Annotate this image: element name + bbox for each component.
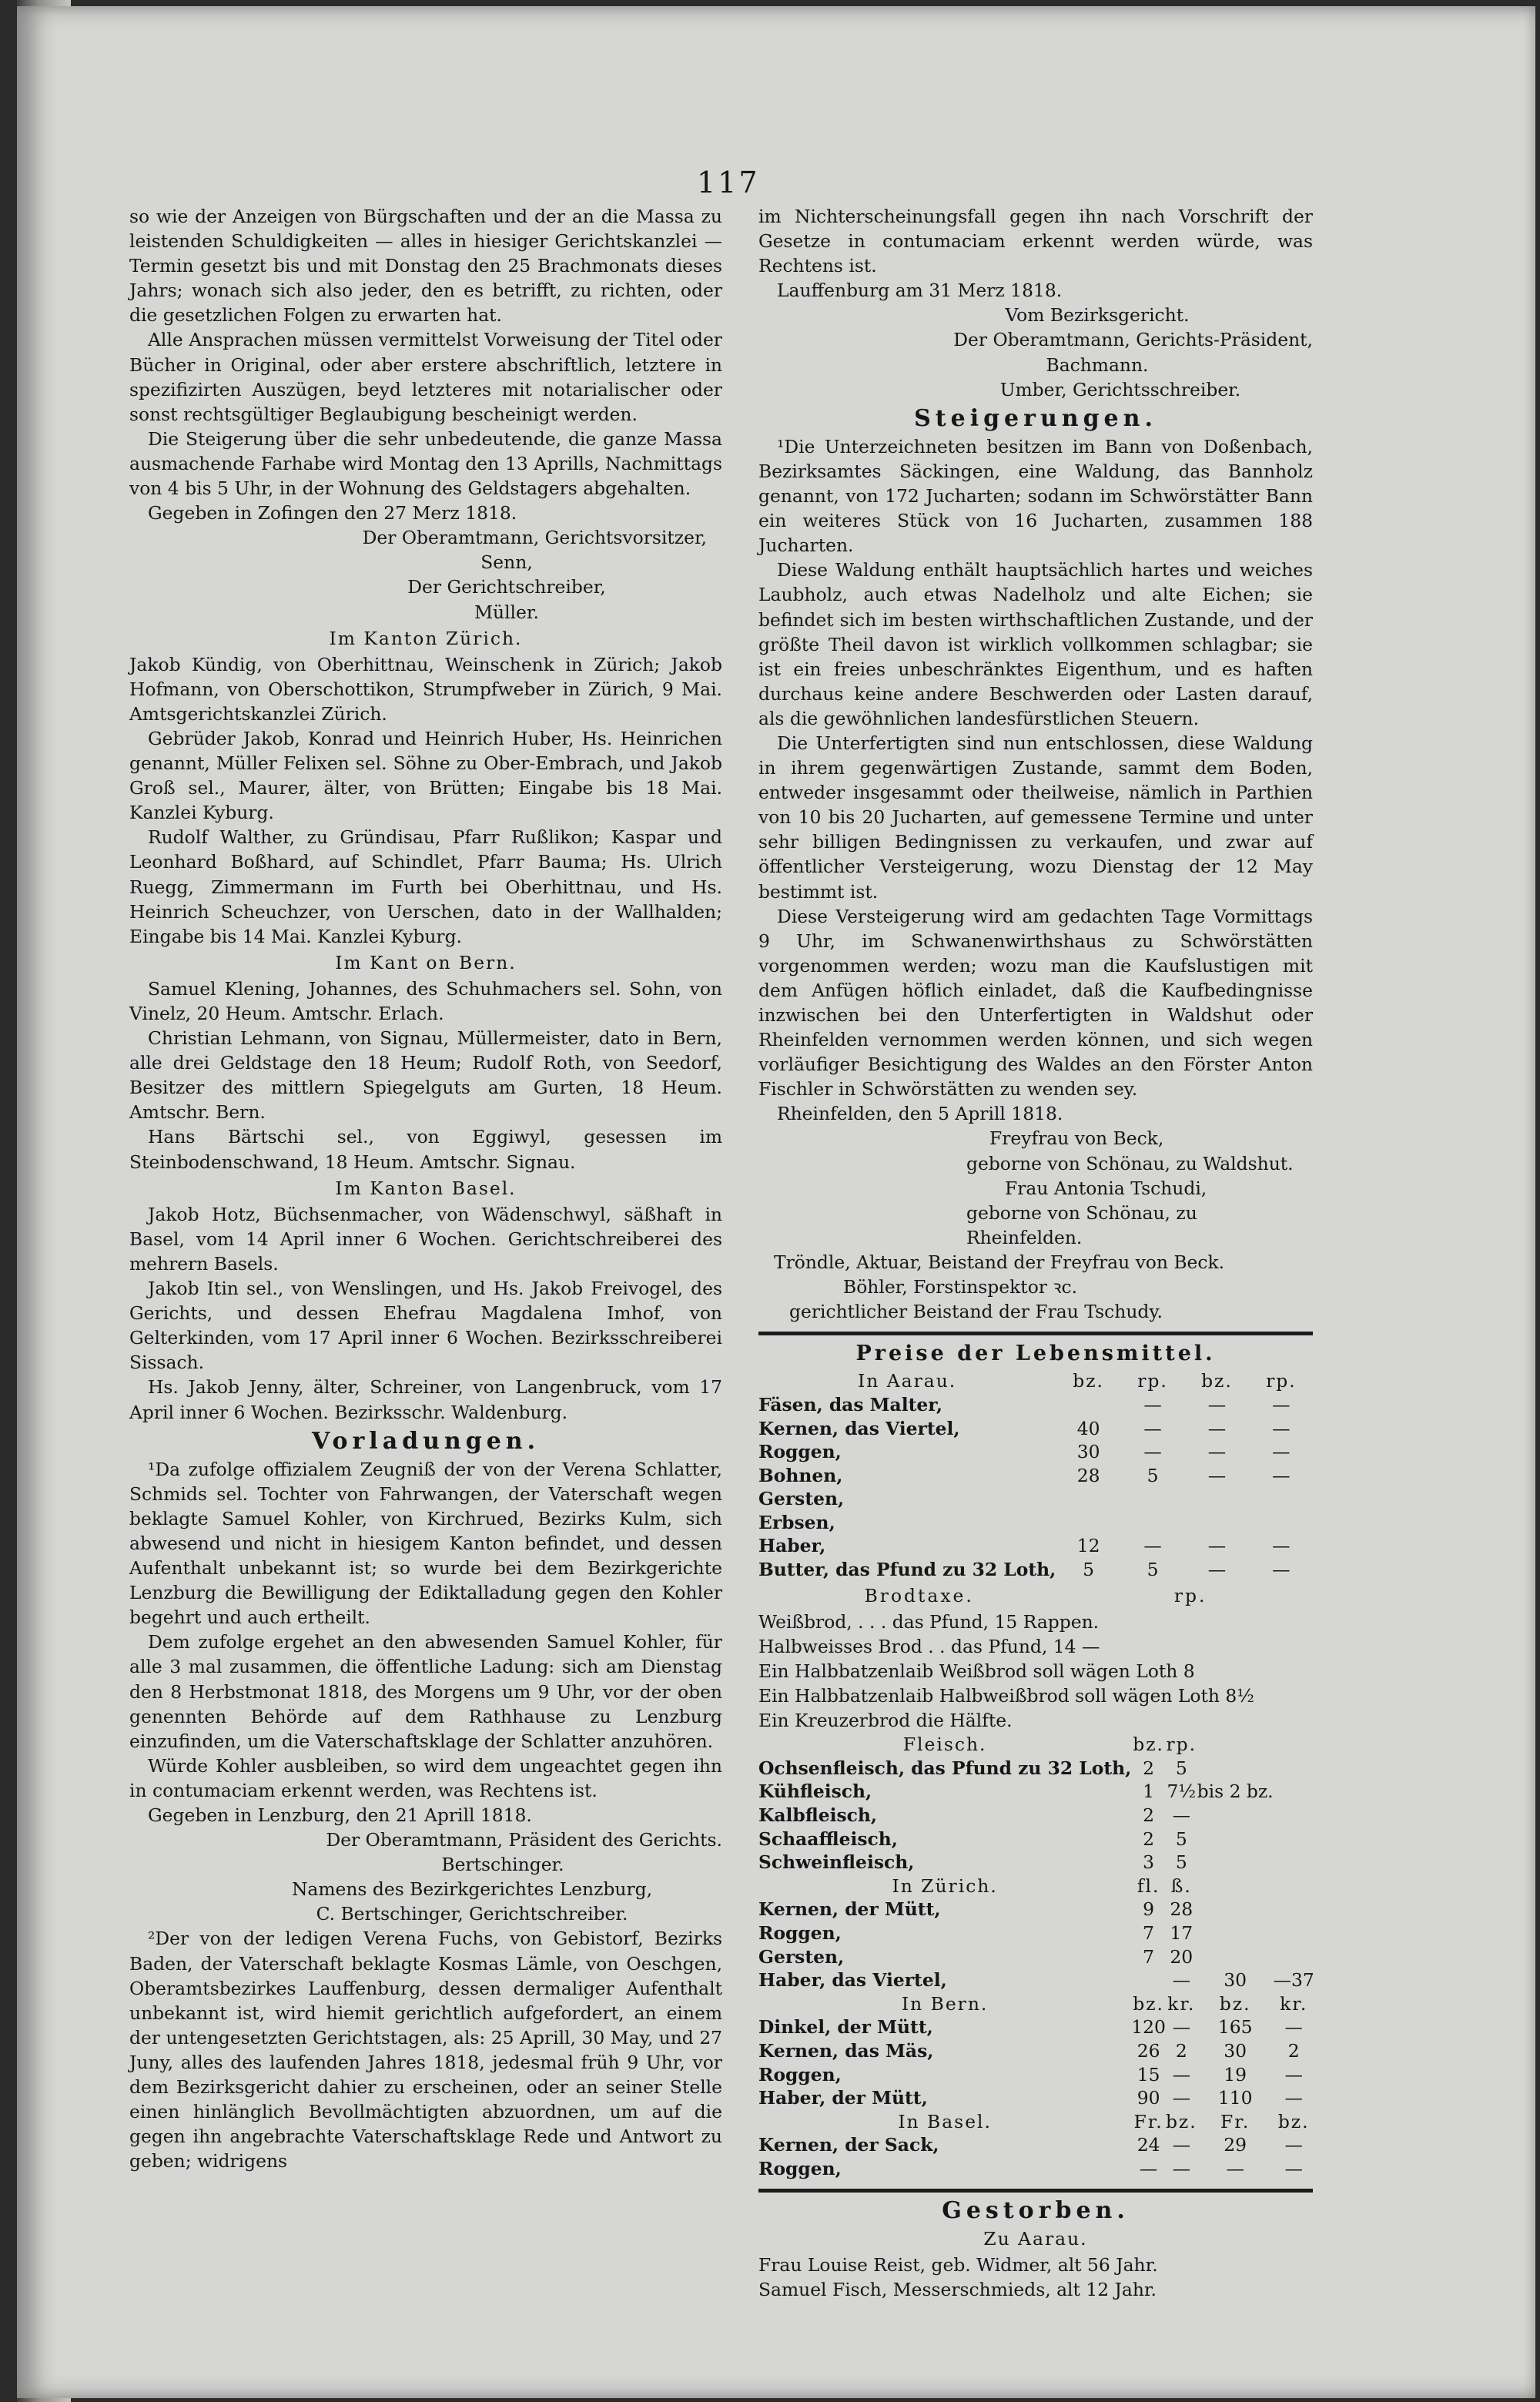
basel-prices (758, 2110, 1314, 2181)
price-value: — (1226, 2157, 1244, 2179)
price-value: 3 (1143, 1851, 1155, 1874)
preise-heading: Preise der Lebensmittel. (855, 1342, 1216, 1366)
signature-line: Umber, Gerichtsschreiber. (999, 378, 1241, 400)
price-value: bz. (1219, 1992, 1251, 2015)
price-value: bis 2 bz. (1197, 1781, 1274, 1803)
paragraph: Die Unterfertigten sind nun entschlossen, diese Waldung in ihrem gegenwärtigen Zustande, sammt dem Boden, entweder insgesammt oder theilweise, nämlich in Parthien von 10 bis 20 Jucharten, auf gemessene Termine und unter sehr billigen Bedingnissen zu verkaufen, und zwar auf öffentlicher Versteigerung, wozu Dienstag der 12 May bestimmt ist. (758, 732, 1313, 903)
price-value (1274, 1945, 1314, 1969)
notice-entry: Jakob Kündig, von Oberhittnau, Weinschenk in Zürich; Jakob Hofmann, von Oberschottikon, Strumpfweber in Zürich, 9 Mai. Amtsgerichtskanzlei Zürich. (129, 653, 722, 725)
price-value: 90 (1137, 2087, 1160, 2109)
section-heading: Im Kanton Basel. (335, 1177, 517, 1199)
signature-line: Böhler, Forstinspektor ꝛc. (843, 1276, 1078, 1298)
price-row (758, 2086, 1314, 2110)
price-value: rp. (1266, 1370, 1297, 1392)
price-label: Gersten, (758, 1488, 845, 1510)
price-value (1056, 1393, 1121, 1417)
paragraph: Diese Versteigerung wird am gedachten Tage Vormittags 9 Uhr, im Schwanenwirthshaus zu Schwörstätten vorgenommen werden; wozu man die Kaufslustigen mit dem Anfügen höflich einladet, daß die Kaufbedingnisse inzwischen bei den Unterfertigten in Waldshut oder Rheinfelden vernommen werden können, und sich wegen vorläufiger Besichtigung des Waldes an den Förster Anton Fischler in Schwörstätten zu wenden sey. (758, 905, 1313, 1100)
price-value: bz. (1201, 1370, 1233, 1392)
page-number: 117 (697, 166, 760, 199)
divider-rule (758, 1332, 1313, 1335)
price-label: Dinkel, der Mütt, (758, 2016, 933, 2039)
signature-line: Müller. (474, 601, 539, 623)
paragraph: so wie der Anzeigen von Bürgschaften und der an die Massa zu leistenden Schuldigkeiten — alles in hiesiger Gerichtskanzlei — Termin gesetzt bis und mit Donstag den 25 Brachmonats dieses Jahrs; wonach sich also jeder, den es betrifft, zu richten, oder die gesetzlichen Folgen zu erwarten hat. (129, 206, 722, 327)
aarau-prices (758, 1369, 1313, 1581)
paragraph: Die Steigerung über die sehr unbedeutende, die ganze Massa ausmachende Farhabe wird Montag den 13 Aprills, Nachmittags von 4 bis 5 Uhr, in der Wohnung des Geldstagers abgehalten. (129, 427, 722, 500)
price-value: bz. (1133, 1992, 1164, 2015)
price-row (758, 1487, 1313, 1511)
price-value: 1 (1143, 1781, 1155, 1803)
price-value: 2 (1175, 2039, 1187, 2062)
price-label: In Bern. (901, 1992, 989, 2015)
obituary-entry: Frau Louise Reist, geb. Widmer, alt 56 Jahr. (758, 2253, 1158, 2276)
price-value: — (1284, 2063, 1303, 2085)
price-row (758, 1464, 1313, 1488)
right-column (758, 204, 1313, 2302)
price-value (1197, 1945, 1274, 1969)
signature-line: Bertschinger. (441, 1854, 564, 1876)
price-value: 15 (1137, 2063, 1160, 2085)
notice-entry: Rudolf Walther, zu Gründisau, Pfarr Rußlikon; Kaspar und Leonhard Boßhard, auf Schindlet, Pfarr Bauma; Hs. Ulrich Ruegg, Zimmermann im Furth bei Oberhittnau, und Hs. Heinrich Scheuchzer, von Uerschen, dato in der Wallhalden; Eingabe bis 14 Mai. Kanzlei Kyburg. (129, 826, 722, 947)
price-value (1197, 1733, 1274, 1757)
brodtaxe-list (758, 1610, 1313, 1733)
price-value: 29 (1224, 2134, 1247, 2156)
price-row (758, 2015, 1314, 2039)
price-value: 5 (1147, 1559, 1159, 1581)
price-value: 9 (1143, 1898, 1155, 1921)
signature-line: gerichtlicher Beistand der Frau Tschudy. (789, 1301, 1163, 1323)
price-value: 2 (1143, 1757, 1155, 1779)
price-value: — (1207, 1535, 1227, 1557)
price-value: — (1172, 2087, 1190, 2109)
price-row (758, 1440, 1313, 1464)
price-value: — (1143, 1441, 1162, 1463)
price-value: ß. (1170, 1874, 1192, 1897)
price-value: 26 (1137, 2039, 1160, 2062)
price-row (758, 1827, 1314, 1851)
price-value: Fr. (1133, 2110, 1163, 2132)
price-row (758, 1945, 1314, 1969)
price-value (1121, 1511, 1184, 1535)
price-group-header (758, 1369, 1313, 1393)
price-value (1197, 1851, 1274, 1874)
price-row (758, 1534, 1313, 1558)
price-label: In Basel. (898, 2110, 992, 2132)
price-value: —37 (1273, 1969, 1314, 1992)
price-value: 5 (1083, 1559, 1095, 1581)
dateline: Lauffenburg am 31 Merz 1818. (777, 280, 1063, 302)
notice-entry: Gebrüder Jakob, Konrad und Heinrich Huber, Hs. Heinrichen genannt, Müller Felixen sel. Söhne zu Ober-Embrach, und Jakob Groß sel., Maurer, älter, von Brütten; Eingabe bis 18 Mai. Kanzlei Kyburg. (129, 727, 722, 824)
price-value (1056, 1511, 1121, 1535)
signature-line: C. Bertschinger, Gerichtschreiber. (316, 1903, 628, 1925)
price-value: 5 (1175, 1827, 1187, 1850)
price-value: 2 (1143, 1804, 1155, 1826)
signature-line: Namens des Bezirkgerichtes Lenzburg, (291, 1878, 653, 1901)
gestorben-heading: Gestorben. (942, 2196, 1130, 2224)
price-value: — (1172, 1804, 1190, 1826)
price-row (758, 1558, 1313, 1582)
price-value (1250, 1487, 1313, 1511)
price-value (1184, 1487, 1250, 1511)
brodtaxe-line: Weißbrod, . . . das Pfund, 15 Rappen. (758, 1610, 1100, 1633)
price-value: 40 (1076, 1417, 1100, 1439)
left-column (129, 204, 722, 2173)
notice-entry: Hans Bärtschi sel., von Eggiwyl, gesessen im Steinbodenschwand, 18 Heum. Amtschr. Signau. (129, 1126, 722, 1173)
price-value: — (1272, 1441, 1291, 1463)
price-row (758, 2133, 1314, 2157)
price-value: 110 (1217, 2087, 1253, 2109)
price-label: Kernen, das Viertel, (758, 1417, 960, 1439)
paragraph: ¹Da zufolge offizialem Zeugniß der von der Verena Schlatter, Schmids sel. Tochter von Fahrwangen, der Vaterschaft wegen beklagte Samuel Kohler, von Kirchrued, Bezirks Kulm, sich abwesend und nicht in hiesigem Kanton befindet, und dessen Aufenthalt unbekannt ist; so wurde bei dem Bezirkgerichte Lenzburg die Bewilligung der Ediktalladung gegen den Kohler begehrt und auch ertheilt. (129, 1458, 722, 1629)
price-row (758, 1757, 1314, 1781)
price-row (758, 1921, 1314, 1945)
price-value: 2 (1287, 2039, 1300, 2062)
price-value: rp. (1166, 1734, 1197, 1756)
dateline: Gegeben in Lenzburg, den 21 Aprill 1818. (148, 1804, 532, 1826)
price-value: — (1284, 2157, 1303, 2179)
fleisch-prices (758, 1733, 1314, 1874)
paragraph: im Nichterscheinungsfall gegen ihn nach Vorschrift der Gesetze in contumaciam erkennt werden würde, was Rechtens ist. (758, 206, 1313, 277)
steigerungen-heading: Steigerungen. (914, 404, 1157, 432)
brodtaxe-line: Ein Halbbatzenlaib Weißbrod soll wägen Loth 8 (758, 1660, 1195, 1682)
price-value: 12 (1076, 1535, 1100, 1557)
notice-entry: Samuel Klening, Johannes, des Schuhmachers sel. Sohn, von Vinelz, 20 Heum. Amtschr. Erlach. (129, 977, 722, 1024)
price-value: kr. (1280, 1992, 1308, 2015)
price-value: — (1172, 1969, 1190, 1992)
price-row (758, 2039, 1314, 2063)
price-value: 5 (1175, 1757, 1187, 1779)
brodtaxe-heading: Brodtaxe. rp. (864, 1584, 1207, 1606)
price-value: 5 (1175, 1851, 1187, 1874)
price-value: kr. (1167, 1992, 1196, 2015)
price-value: — (1172, 2134, 1190, 2156)
price-label: Kalbfleisch, (758, 1804, 878, 1826)
price-value: — (1143, 1393, 1162, 1415)
price-value: 24 (1137, 2134, 1160, 2156)
price-row (758, 1851, 1314, 1874)
price-value: 19 (1224, 2063, 1247, 2085)
price-value: — (1139, 2157, 1158, 2179)
price-value (1197, 1757, 1274, 1781)
price-label: In Aarau. (858, 1370, 957, 1392)
signature-line: Frau Antonia Tschudi, (1005, 1177, 1207, 1199)
signature-line: Freyfrau von Beck, (989, 1127, 1164, 1150)
price-value: 7½ (1167, 1781, 1197, 1803)
price-table (758, 1733, 1314, 2180)
paragraph: Würde Kohler ausbleiben, so wird dem ungeachtet gegen ihn in contumaciam erkennt werden, was Rechtens ist. (129, 1754, 722, 1801)
price-table (758, 1369, 1313, 1581)
zurich-prices (758, 1874, 1314, 1992)
price-value: — (1284, 2134, 1303, 2156)
price-value (1274, 1874, 1314, 1898)
section-heading: Zu Aarau. (983, 2227, 1088, 2250)
price-label: Haber, (758, 1535, 826, 1557)
price-label: Butter, das Pfund zu 32 Loth, (758, 1559, 1056, 1581)
price-value: 17 (1170, 1921, 1194, 1944)
price-row (758, 1780, 1314, 1804)
price-label: Haber, der Mütt, (758, 2087, 928, 2109)
price-value (1197, 1874, 1274, 1898)
paragraph: Alle Ansprachen müssen vermittelst Vorweisung der Titel oder Bücher in Original, oder aber erstere abschriftlich, letztere in spezifizirten Auszügen, beyd letzteres mit notarialischer oder sonst rechtsgültiger Beglaubigung bescheinigt werden. (129, 329, 722, 425)
price-label: In Zürich. (892, 1874, 998, 1897)
price-value: — (1272, 1464, 1291, 1486)
price-value: Fr. (1220, 2110, 1250, 2132)
price-row (758, 1393, 1313, 1417)
signature-line: Vom Bezirksgericht. (1005, 304, 1190, 327)
price-value (1197, 1827, 1274, 1851)
price-label: Kernen, der Mütt, (758, 1898, 941, 1921)
price-value (1250, 1511, 1313, 1535)
price-value: bz. (1073, 1370, 1104, 1392)
price-value: 30 (1224, 1969, 1247, 1992)
price-value: 28 (1170, 1898, 1194, 1921)
price-value: 30 (1224, 2039, 1247, 2062)
notice-entry: Jakob Hotz, Büchsenmacher, von Wädenschwyl, säßhaft in Basel, vom 14 April inner 6 Wochen. Gerichtschreiberei des mehrern Basels. (129, 1203, 722, 1275)
paragraph: Dem zufolge ergehet an den abwesenden Samuel Kohler, für alle 3 mal zusammen, die öffentliche Ladung: sich am Dienstag den 8 Herbstmonat 1818, des Morgens um 9 Uhr, vor der oben genennten Behörde auf dem Rathhause zu Lenzburg einzufinden, um die Vaterschaftsklage der Schlatter anzuhören. (129, 1631, 722, 1752)
section-heading: Im Kant on Bern. (335, 951, 517, 973)
price-row (758, 1511, 1313, 1535)
paragraph: ¹Die Unterzeichneten besitzen im Bann von Doßenbach, Bezirksamtes Säckingen, eine Waldung, das Bannholz genannt, von 172 Jucharten; sodann im Schwörstätter Bann ein weiteres Stück von 16 Jucharten, zusammen 188 Jucharten. (758, 435, 1313, 557)
price-label: Roggen, (758, 2063, 842, 2085)
price-value: — (1207, 1464, 1227, 1486)
price-value: — (1172, 2063, 1190, 2085)
price-label: Ochsenfleisch, das Pfund zu 32 Loth, (758, 1757, 1132, 1779)
price-value (1131, 1968, 1166, 1992)
price-value: — (1172, 2016, 1190, 2039)
brodtaxe-line: Ein Halbbatzenlaib Halbweißbrod soll wägen Loth 8½ (758, 1685, 1254, 1707)
price-value: — (1284, 2016, 1303, 2039)
notice-entry: Jakob Itin sel., von Wenslingen, und Hs. Jakob Freivogel, des Gerichts, und dessen Ehefrau Magdalena Imhof, von Gelterkinden, vom 17 April inner 6 Wochen. Bezirksschreiberei Sissach. (129, 1278, 722, 1374)
price-label: Bohnen, (758, 1464, 843, 1486)
price-value: bz. (1165, 2110, 1197, 2132)
section-heading: Im Kanton Zürich. (329, 627, 523, 649)
dateline: Gegeben in Zofingen den 27 Merz 1818. (148, 502, 517, 524)
price-row (758, 1968, 1314, 1992)
signature-line: Senn, (480, 551, 533, 574)
price-row (758, 2157, 1314, 2181)
price-label: Fleisch. (902, 1734, 987, 1756)
price-row (758, 2063, 1314, 2087)
price-value: — (1207, 1417, 1227, 1439)
signature-line: geborne von Schönau, zu Waldshut. (966, 1152, 1294, 1174)
price-value: — (1207, 1393, 1227, 1415)
notice-entry: Christian Lehmann, von Signau, Müllermeister, dato in Bern, alle drei Geldstage den 18 Heum; Rudolf Roth, von Seedorf, Besitzer des mittlern Spiegelguts am Gurten, 18 Heum. Amtschr. Bern. (129, 1027, 722, 1124)
price-value (1197, 1804, 1274, 1827)
bern-prices (758, 1992, 1314, 2110)
price-value: bz. (1277, 2110, 1310, 2132)
price-value: rp. (1137, 1370, 1168, 1392)
price-value: 7 (1143, 1921, 1155, 1944)
price-row (758, 1417, 1313, 1441)
price-group-header (758, 1733, 1314, 1757)
obituary-entry: Samuel Fisch, Messerschmieds, alt 12 Jahr. (758, 2278, 1157, 2300)
price-group-header (758, 1874, 1314, 1898)
price-value: 30 (1076, 1441, 1100, 1463)
price-group-header (758, 1992, 1314, 2016)
price-group-header (758, 2110, 1314, 2134)
vorladungen-heading: Vorladungen. (311, 1427, 541, 1455)
price-label: Schaaffleisch, (758, 1827, 898, 1850)
signature-line: Der Oberamtmann, Präsident des Gerichts. (326, 1829, 722, 1851)
notice-entry: Hs. Jakob Jenny, älter, Schreiner, von Langenbruck, vom 17 April inner 6 Wochen. Bezirksschr. Waldenburg. (129, 1376, 722, 1423)
price-value: — (1143, 1535, 1162, 1557)
price-value: 120 (1131, 2016, 1166, 2039)
price-value: — (1207, 1441, 1227, 1463)
signature-line: Bachmann. (1046, 353, 1149, 376)
price-value: — (1272, 1535, 1291, 1557)
brodtaxe-line: Halbweisses Brod . . das Pfund, 14 — (758, 1635, 1100, 1657)
price-value: — (1272, 1393, 1291, 1415)
price-value: — (1284, 2087, 1303, 2109)
price-value (1197, 1898, 1274, 1921)
price-value (1056, 1487, 1121, 1511)
price-value: bz. (1133, 1734, 1164, 1756)
price-value (1274, 1921, 1314, 1945)
price-label: Fäsen, das Malter, (758, 1393, 943, 1415)
signature-line: Der Oberamtmann, Gerichtsvorsitzer, (362, 527, 707, 549)
price-value: 5 (1147, 1464, 1159, 1486)
price-row (758, 1804, 1314, 1827)
price-label: Roggen, (758, 2157, 842, 2179)
price-value: 2 (1143, 1827, 1155, 1850)
signature-line: geborne von Schönau, zu Rheinfelden. (966, 1201, 1197, 1248)
price-label: Roggen, (758, 1921, 842, 1944)
price-label: Kernen, das Mäs, (758, 2039, 934, 2062)
price-value: 7 (1143, 1945, 1155, 1968)
price-value: — (1172, 2157, 1190, 2179)
signature-line: Der Gerichtschreiber, (407, 576, 606, 598)
price-label: Gersten, (758, 1945, 845, 1968)
price-value (1184, 1511, 1250, 1535)
price-value (1121, 1487, 1184, 1511)
price-value: — (1143, 1417, 1162, 1439)
paragraph: Diese Waldung enthält hauptsächlich hartes und weiches Laubholz, auch etwas Nadelholz und alte Eichen; sie befindet sich im besten wirthschaftlichen Zustande, und der größte Theil davon ist wirklich vollkommen schlagbar; sie ist ein freies unbeschränktes Eigenthum, und es haften durchaus keine andere Beschwerden oder Lasten darauf, als die gewöhnlichen landesfürstlichen Steuern. (758, 559, 1313, 729)
price-label: Erbsen, (758, 1511, 835, 1533)
price-value: — (1207, 1559, 1227, 1581)
divider-rule (758, 2189, 1313, 2193)
price-label: Roggen, (758, 1441, 842, 1463)
price-value: — (1272, 1417, 1291, 1439)
price-value: 20 (1170, 1945, 1194, 1968)
signature-line: Der Oberamtmann, Gerichts-Präsident, (953, 329, 1313, 351)
price-label: Kühfleisch, (758, 1781, 872, 1803)
price-label: Schweinfleisch, (758, 1851, 915, 1874)
dateline: Rheinfelden, den 5 Aprill 1818. (777, 1103, 1063, 1125)
price-value (1197, 1921, 1274, 1945)
price-value: 28 (1076, 1464, 1100, 1486)
price-value: fl. (1137, 1874, 1160, 1897)
price-label: Haber, das Viertel, (758, 1969, 947, 1992)
price-value (1274, 1898, 1314, 1921)
price-value: — (1272, 1559, 1291, 1581)
paragraph: ²Der von der ledigen Verena Fuchs, von Gebistorf, Bezirks Baden, der Vaterschaft beklagte Kosmas Lämle, von Oeschgen, Oberamtsbezirkes Lauffenburg, dessen dermaliger Aufenthalt unbekannt ist, wird hiemit gerichtlich aufgefordert, an einem der untengesetzten Gerichtstagen, als: 25 Aprill, 30 May, und 27 Juny, alles des laufenden Jahres 1818, jedesmal früh 9 Uhr, vor dem Bezirksgericht dahier zu erscheinen, oder an seiner Stelle einen hinlänglich Bevollmächtigten abzuordnen, um auf die gegen ihn angebrachte Vaterschaftsklage Rede und Antwort zu geben; widrigens (129, 1928, 722, 2173)
price-label: Kernen, der Sack, (758, 2134, 939, 2156)
brodtaxe-line: Ein Kreuzerbrod die Hälfte. (758, 1710, 1013, 1732)
price-row (758, 1898, 1314, 1921)
signature-line: Tröndle, Aktuar, Beistand der Freyfrau von Beck. (774, 1251, 1225, 1273)
price-value: 165 (1217, 2016, 1253, 2039)
